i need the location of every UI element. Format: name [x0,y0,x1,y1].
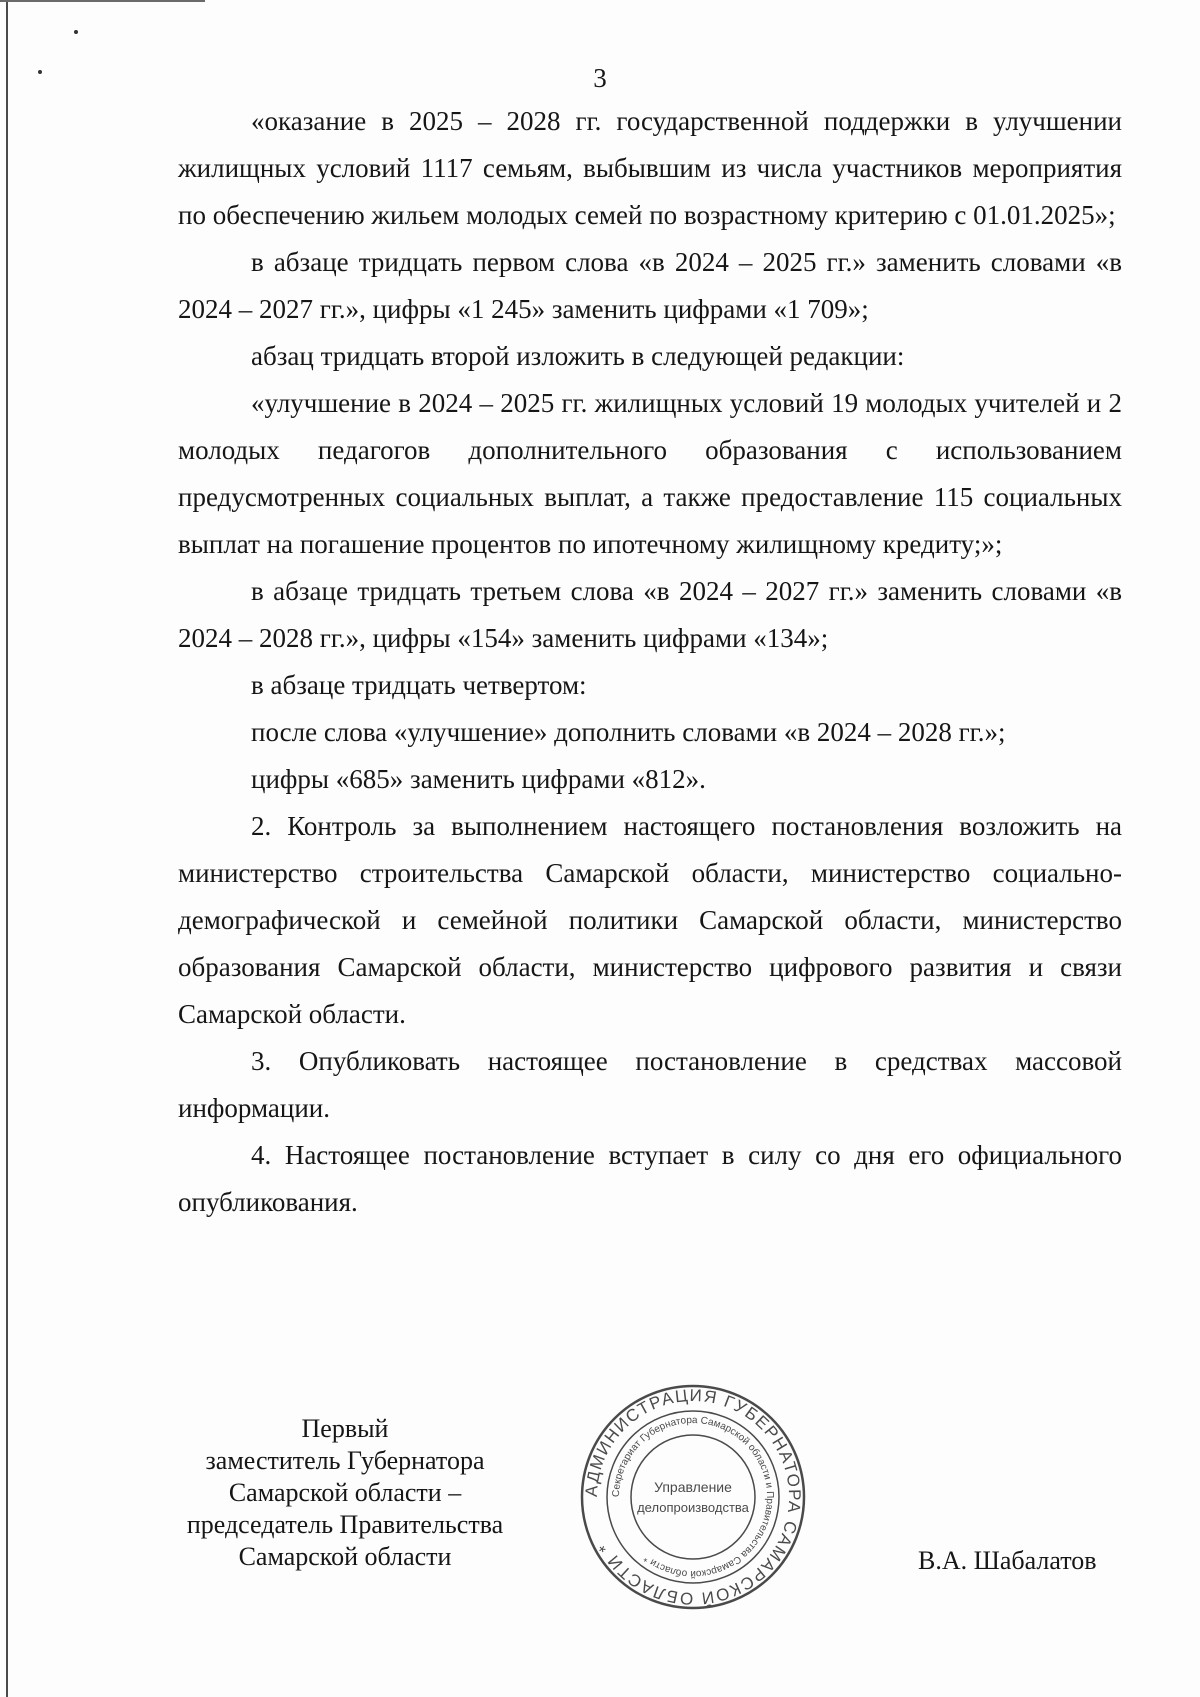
paragraph: 3. Опубликовать настоящее постановление в средствах массовой информации. [178,1046,1122,1123]
paragraph: «оказание в 2025 – 2028 гг. государственной поддержки в улучшении жилищных условий 1117 семьям, выбывшим из числа участников мероприятия по обеспечению жильем молодых семей по возрастному критерию с 01.01.2025»; [178,106,1122,230]
paragraph: в абзаце тридцать четвертом: [251,670,587,700]
paragraph: цифры «685» заменить цифрами «812». [251,764,706,794]
stamp-center-text: Управление [654,1479,732,1495]
document-body [178,98,1122,1226]
signatory-position-line: председатель Правительства [186,1510,504,1539]
paragraph: в абзаце тридцать третьем слова «в 2024 – 2027 гг.» заменить словами «в 2024 – 2028 гг.», цифры «154» заменить цифрами «134»; [178,576,1122,653]
paragraph: в абзаце тридцать первом слова «в 2024 – 2025 гг.» заменить словами «в 2024 – 2027 гг.», цифры «1 245» заменить цифрами «1 709»; [178,247,1122,324]
stamp-inner-ring [631,1435,755,1559]
paragraph: после слова «улучшение» дополнить словами «в 2024 – 2028 гг.»; [251,717,1006,747]
stamp-center-text: делопроизводства [637,1500,749,1515]
stamp-middle-ring [607,1411,779,1583]
signatory-position-line: заместитель Губернатора [205,1446,485,1475]
paragraph: «улучшение в 2024 – 2025 гг. жилищных условий 19 молодых учителей и 2 молодых педагогов дополнительного образования с использованием предусмотренных социальных выплат, а также предоставление 115 социальных выплат на погашение процентов по ипотечному жилищному кредиту;»; [178,388,1122,559]
signatory-position [160,1413,530,1573]
scan-edge-top [0,0,205,2]
page-number: 3 [593,63,607,93]
scan-speck [74,30,78,34]
signatory-position-line: Первый [301,1414,389,1443]
signatory-position-line: Самарской области [238,1542,452,1571]
paragraph: 2. Контроль за выполнением настоящего постановления возложить на министерство строительства Самарской области, министерство социально-демографической и семейной политики Самарской области, министерство образования Самарской области, министерство цифрового развития и связи Самарской области. [178,811,1122,1029]
stamp-outer-text: АДМИНИСТРАЦИЯ ГУБЕРНАТОРА САМАРСКОЙ ОБЛАСТИ * [581,1385,805,1609]
paragraph: абзац тридцать второй изложить в следующей редакции: [251,341,905,371]
signatory-position-line: Самарской области – [228,1478,462,1507]
scan-edge-left [6,0,8,1697]
signatory-name: В.А. Шабалатов [918,1546,1097,1575]
stamp-inner-text: Секретариат Губернатора Самарской области и Правительства Самарской области * [610,1414,776,1580]
paragraph: 4. Настоящее постановление вступает в силу со дня его официального опубликования. [178,1140,1122,1217]
official-stamp [578,1382,808,1612]
